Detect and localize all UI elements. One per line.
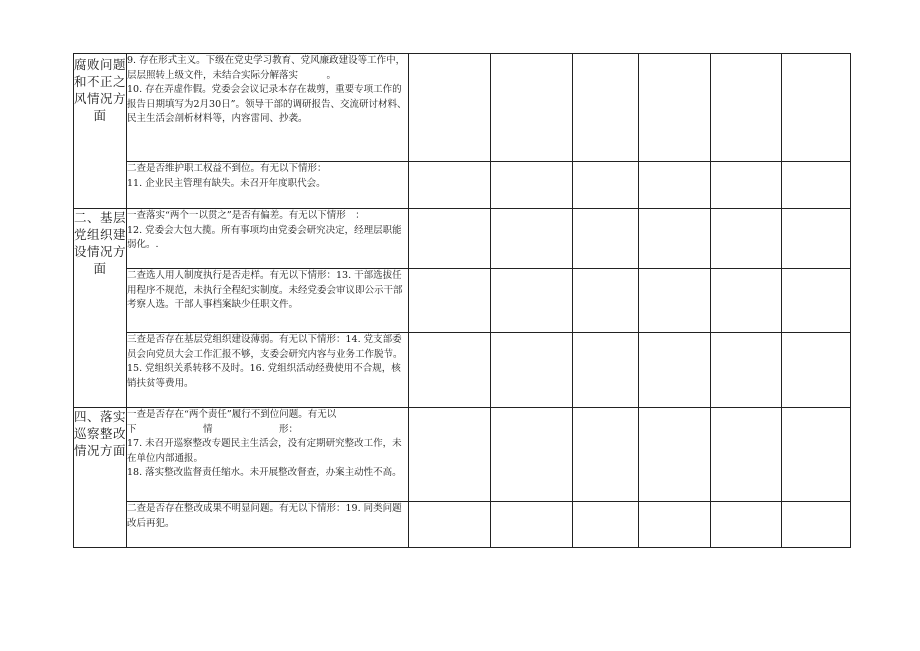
blank-cell [639, 269, 711, 333]
table-row [74, 333, 851, 408]
category-cell: 腐败问题和不正之风情况方面 [74, 54, 127, 209]
table-row [74, 408, 851, 502]
blank-cell [573, 209, 639, 269]
check-item-cell [127, 54, 409, 162]
category-cell: 二、基层党组织建设情况方面 [74, 209, 127, 408]
blank-cell [711, 502, 782, 548]
blank-cell [639, 502, 711, 548]
blank-cell [782, 333, 851, 408]
blank-cell [711, 162, 782, 209]
blank-cell [409, 162, 491, 209]
blank-cell [491, 162, 573, 209]
check-item-text: 10. 存在弄虚作假。党委会会议记录本存在裁剪，重要专项工作的报告日期填写为2月30日”。领导干部的调研报告、交流研讨材料、民主生活会剖析材料等，内容雷同、抄袭。 [127, 84, 407, 124]
check-item-text: 二查选人用人制度执行是否走样。有无以下情形：13. 干部选拔任用程序不规范，未执行全程纪实制度。未经党委会审议即公示干部考察人选。干部人事档案缺少任职文件。 [127, 270, 403, 310]
check-item-text: 9. 存在形式主义。下级在党史学习教育、党风廉政建设等工作中，层层照转上级文件，未结合实际分解落实 。 [127, 55, 406, 81]
category-cell: 四、落实巡察整改情况方面 [74, 408, 127, 548]
check-item-text: 17. 未召开巡察整改专题民主生活会，没有定期研究整改工作，未在单位内部通报。 [127, 438, 402, 464]
blank-cell [409, 333, 491, 408]
blank-cell [639, 209, 711, 269]
blank-cell [491, 54, 573, 162]
blank-cell [782, 408, 851, 502]
blank-cell [711, 269, 782, 333]
check-item-cell [127, 162, 409, 209]
check-item-cell [127, 408, 409, 502]
blank-cell [782, 209, 851, 269]
blank-cell [639, 333, 711, 408]
check-item-text: 12. 党委会大包大揽。所有事项均由党委会研究决定，经理层职能弱化。. [127, 224, 402, 250]
blank-cell [573, 269, 639, 333]
blank-cell [573, 408, 639, 502]
check-item-cell [127, 333, 409, 408]
blank-cell [639, 162, 711, 209]
table-row [74, 502, 851, 548]
blank-cell [491, 209, 573, 269]
table-row [74, 162, 851, 209]
blank-cell [573, 333, 639, 408]
blank-cell [711, 54, 782, 162]
blank-cell [711, 333, 782, 408]
table-row [74, 54, 851, 162]
check-item-text: 二查是否维护职工权益不到位。有无以下情形： [127, 163, 327, 174]
blank-cell [573, 502, 639, 548]
check-item-cell [127, 269, 409, 333]
blank-cell [409, 408, 491, 502]
blank-cell [491, 502, 573, 548]
check-item-text: 下 情 形： [127, 423, 299, 435]
blank-cell [573, 162, 639, 209]
blank-cell [491, 408, 573, 502]
inspection-table [73, 53, 851, 548]
blank-cell [782, 269, 851, 333]
blank-cell [782, 502, 851, 548]
check-item-text: 一查落实“两个一以贯之”是否有偏差。有无以下情形 ： [127, 210, 365, 221]
blank-cell [782, 54, 851, 162]
blank-cell [491, 269, 573, 333]
blank-cell [639, 408, 711, 502]
blank-cell [711, 408, 782, 502]
check-item-text: 11. 企业民主管理有缺失。未召开年度职代会。 [127, 177, 326, 189]
table-body [74, 54, 851, 548]
blank-cell [409, 209, 491, 269]
blank-cell [711, 209, 782, 269]
blank-cell [573, 54, 639, 162]
blank-cell [409, 54, 491, 162]
check-item-text: 一查是否存在“两个责任”履行不到位问题。有无以 [127, 409, 337, 420]
blank-cell [782, 162, 851, 209]
blank-cell [409, 502, 491, 548]
check-item-text: 18. 落实整改监督责任缩水。未开展整改督查，办案主动性不高。 [127, 467, 402, 478]
check-item-text: 二查是否存在整改成果不明显问题。有无以下情形：19. 同类问题改后再犯。 [127, 503, 402, 529]
check-item-cell [127, 502, 409, 548]
table-row [74, 269, 851, 333]
blank-cell [409, 269, 491, 333]
blank-cell [491, 333, 573, 408]
check-item-text: 三查是否存在基层党组织建设薄弱。有无以下情形：14. 党支部委员会向党员大会工作汇报不够，支委会研究内容与业务工作脱节。15. 党组织关系转移不及时。16. 党组织活动经费使用不合规，核销扶贫等费用。 [127, 334, 403, 389]
table-row [74, 209, 851, 269]
blank-cell [639, 54, 711, 162]
check-item-cell [127, 209, 409, 269]
